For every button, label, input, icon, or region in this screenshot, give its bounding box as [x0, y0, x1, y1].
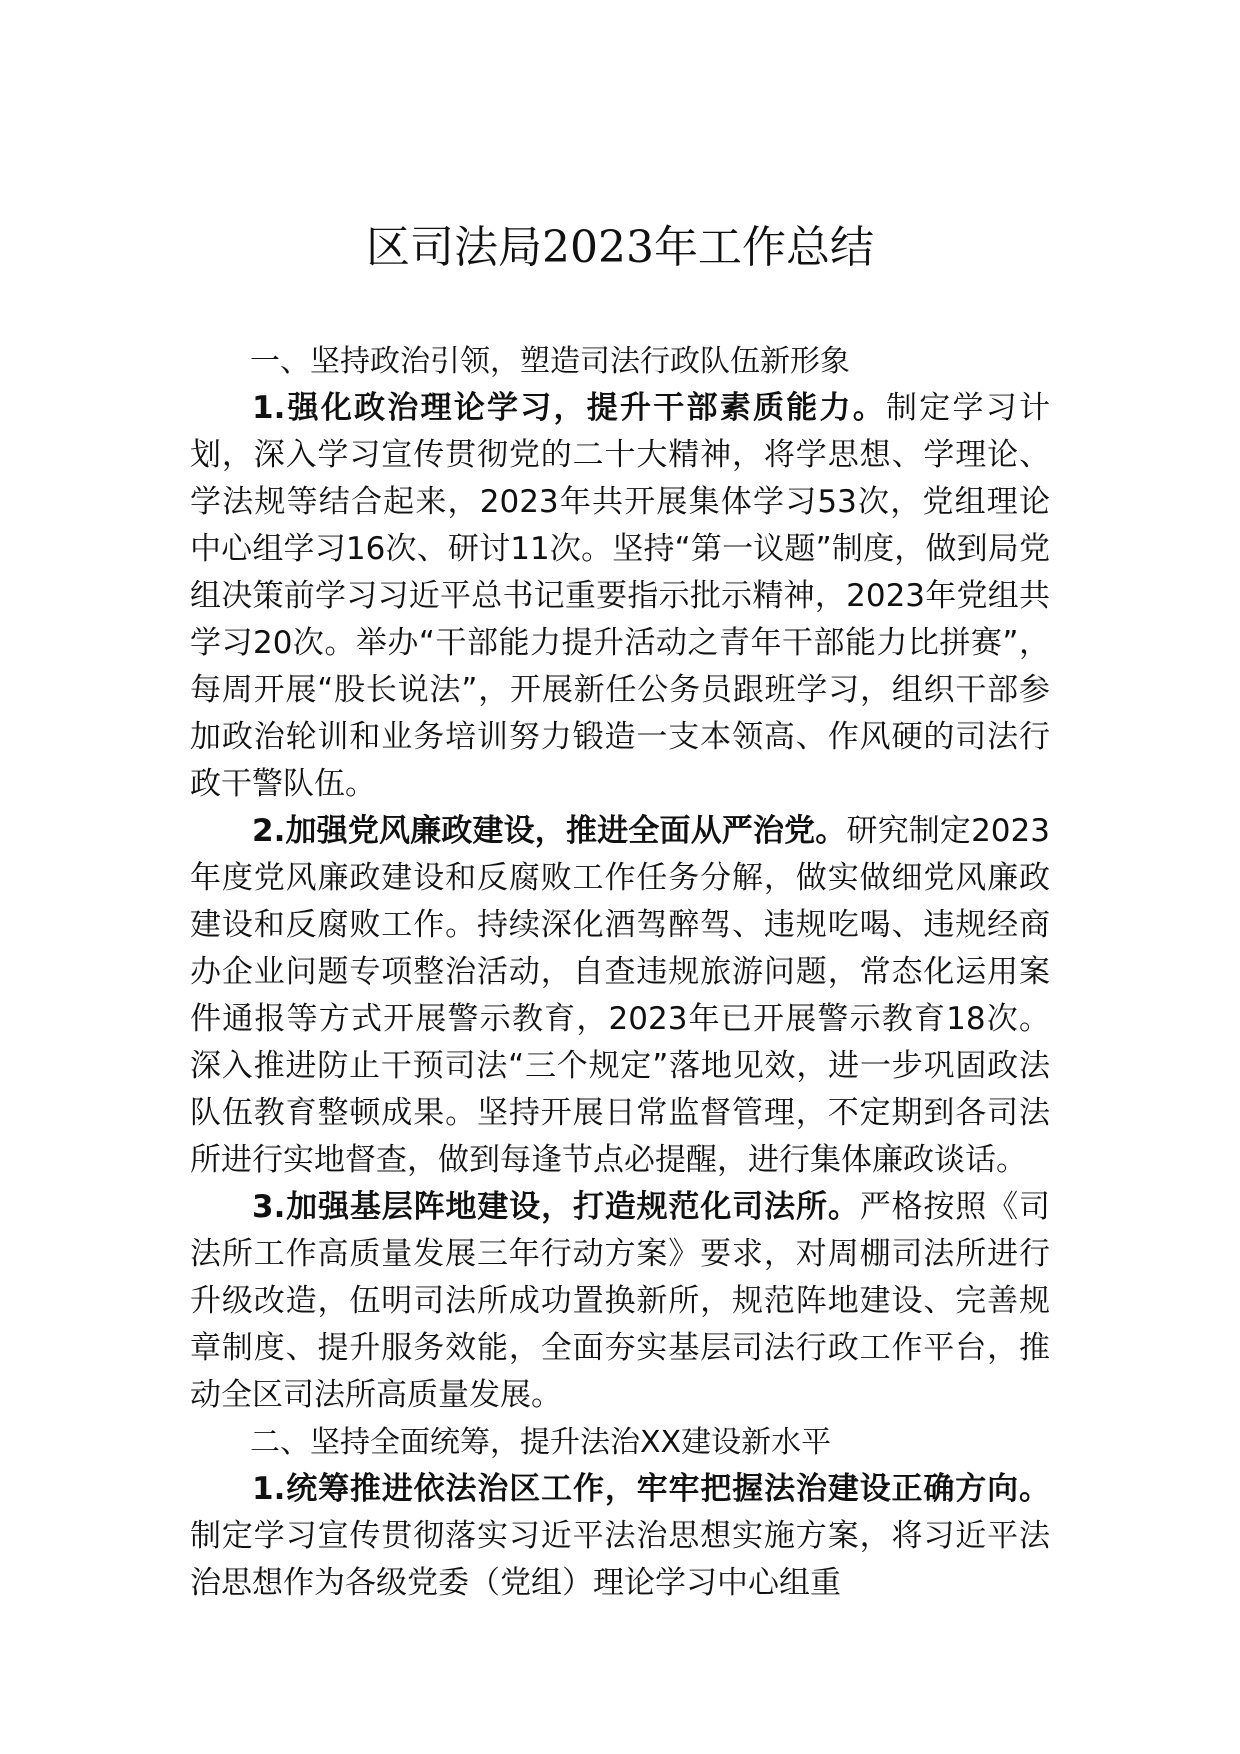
section-heading-2: 二、坚持全面统筹，提升法治XX建设新水平	[250, 1425, 832, 1460]
paragraph-item	[190, 1184, 1050, 1419]
paragraph-item	[190, 808, 1050, 1184]
paragraph-lead: 2.加强党风廉政建设，推进全面从严治党。	[252, 813, 847, 849]
document-body	[190, 338, 1050, 1607]
paragraph-lead: 3.加强基层阵地建设，打造规范化司法所。	[252, 1189, 860, 1225]
paragraph-text: 研究制定2023年度党风廉政建设和反腐败工作任务分解，做实做细党风廉政建设和反腐败工作。持续深化酒驾醉驾、违规吃喝、违规经商办企业问题专项整治活动，自查违规旅游问题，常态化运用案件通报等方式开展警示教育，2023年已开展警示教育18次。深入推进防止干预司法“三个规定”落地见效，进一步巩固政法队伍教育整顿成果。坚持开展日常监督管理，不定期到各司法所进行实地督查，做到每逢节点必提醒，进行集体廉政谈话。	[190, 813, 1050, 1178]
paragraph-item	[190, 1466, 1050, 1607]
paragraph-text: 严格按照《司法所工作高质量发展三年行动方案》要求，对周棚司法所进行升级改造，伍明司法所成功置换新所，规范阵地建设、完善规章制度、提升服务效能，全面夯实基层司法行政工作平台，推动全区司法所高质量发展。	[190, 1189, 1050, 1413]
paragraph-text: 制定学习宣传贯彻落实习近平法治思想实施方案，将习近平法治思想作为各级党委（党组）理论学习中心组重	[190, 1518, 1050, 1601]
paragraph-text: 制定学习计划，深入学习宣传贯彻党的二十大精神，将学思想、学理论、学法规等结合起来，2023年共开展集体学习53次，党组理论中心组学习16次、研讨11次。坚持“第一议题”制度，做到局党组决策前学习习近平总书记重要指示批示精神，2023年党组共学习20次。举办“干部能力提升活动之青年干部能力比拼赛”，每周开展“股长说法”，开展新任公务员跟班学习，组织干部参加政治轮训和业务培训努力锻造一支本领高、作风硬的司法行政干警队伍。	[190, 390, 1050, 802]
paragraph-lead: 1.强化政治理论学习，提升干部素质能力。	[252, 390, 887, 426]
section-heading-1: 一、坚持政治引领，塑造司法行政队伍新形象	[250, 344, 850, 379]
paragraph-lead: 1.统筹推进依法治区工作，牢牢把握法治建设正确方向。	[252, 1471, 1050, 1507]
document-title: 区司法局2023年工作总结	[366, 222, 874, 273]
paragraph-item	[190, 385, 1050, 808]
